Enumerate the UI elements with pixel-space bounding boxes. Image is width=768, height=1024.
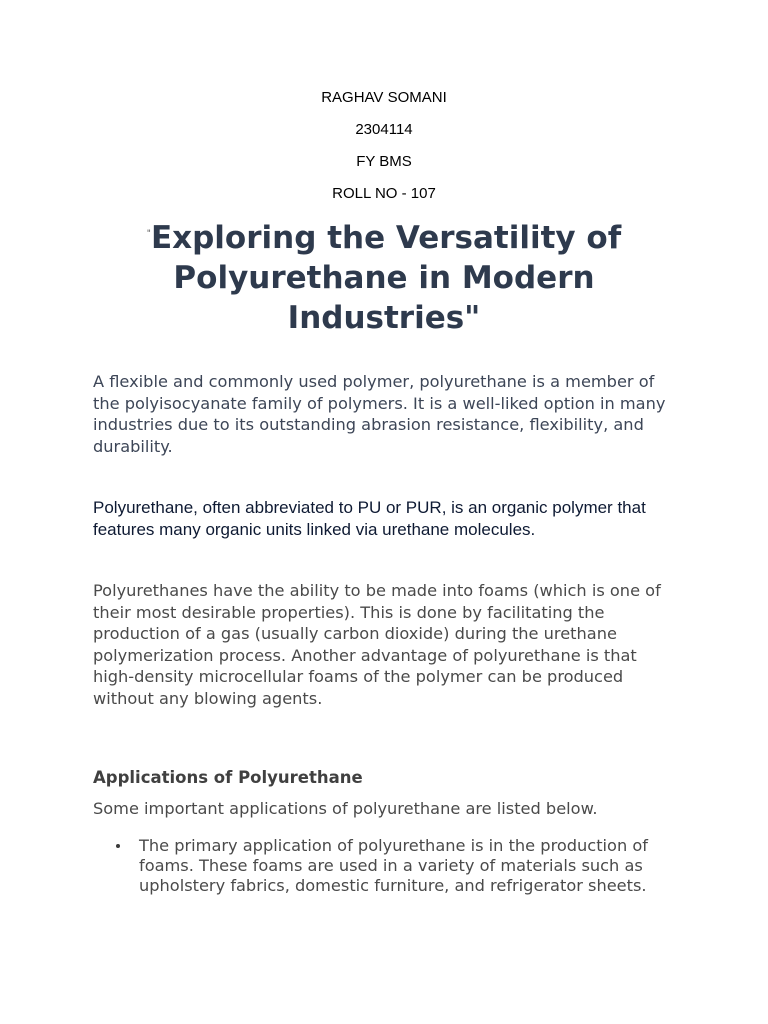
author-course: FY BMS	[356, 153, 412, 170]
list-item-text: The primary application of polyurethane is in the production of foams. These foams are used in a variety of materials such as upholstery fabrics, domestic furniture, and refrigerator sheets.	[139, 836, 648, 895]
document-title	[100, 214, 668, 338]
author-id-number: 2304114	[355, 121, 413, 138]
paragraph-foams: Polyurethanes have the ability to be made into foams (which is one of their most desirable properties). This is done by facilitating the production of a gas (usually carbon dioxide) during the urethane polymerization process. Another advantage of polyurethane is that high-density microcellular foams of the polymer can be produced without any blowing agents.	[93, 581, 661, 708]
title-open-quote: "	[146, 229, 151, 239]
title-text: Exploring the Versatility of Polyurethane in Modern Industries"	[150, 220, 622, 336]
author-name: RAGHAV SOMANI	[321, 89, 447, 106]
author-block	[0, 88, 768, 216]
list-item	[93, 836, 693, 896]
applications-list	[93, 836, 693, 896]
bullet-icon	[116, 844, 120, 848]
paragraph-intro: A flexible and commonly used polymer, polyurethane is a member of the polyisocyanate family of polymers. It is a well-liked option in many industries due to its outstanding abrasion resistance, flexibility, and durability.	[93, 372, 666, 456]
applications-intro: Some important applications of polyurethane are listed below.	[93, 799, 598, 818]
applications-heading: Applications of Polyurethane	[93, 768, 363, 787]
paragraph-definition: Polyurethane, often abbreviated to PU or PUR, is an organic polymer that features many organic units linked via urethane molecules.	[93, 498, 646, 539]
author-roll-number: ROLL NO - 107	[332, 185, 436, 202]
